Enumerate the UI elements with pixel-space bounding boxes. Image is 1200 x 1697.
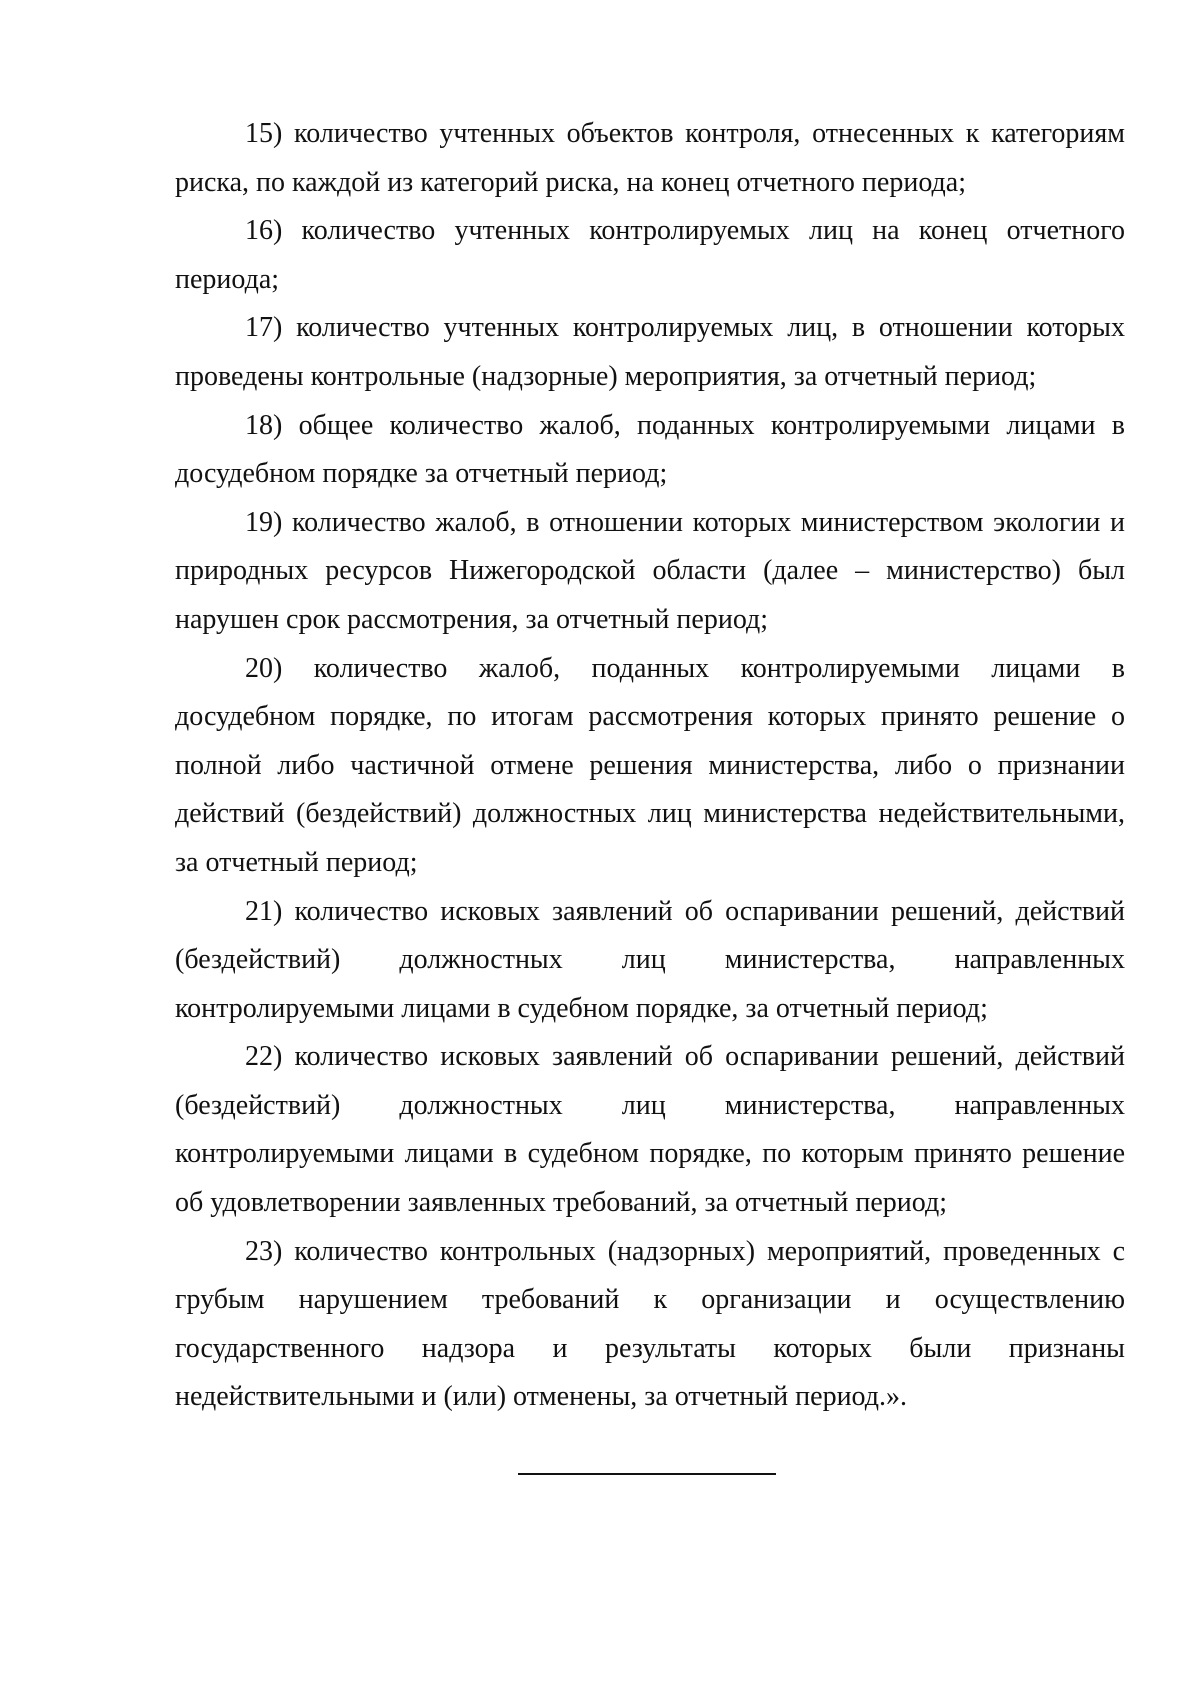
list-item: 15) количество учтенных объектов контроля, отнесенных к категориям риска, по каждой из категорий риска, на конец отчетного периода;: [175, 118, 1125, 198]
list-item: 17) количество учтенных контролируемых лиц, в отношении которых проведены контрольные (надзорные) мероприятия, за отчетный период;: [175, 312, 1125, 392]
list-item: 20) количество жалоб, поданных контролируемыми лицами в досудебном порядке, по итогам рассмотрения которых принято решение о полной либо частичной отмене решения министерства, либо о признании действий (бездействий) должностных лиц министерства недействительными, за отчетный период;: [175, 652, 1125, 878]
list-item: 18) общее количество жалоб, поданных контролируемыми лицами в досудебном порядке за отчетный период;: [175, 409, 1125, 490]
list-item: 16) количество учтенных контролируемых лиц на конец отчетного периода;: [175, 215, 1125, 295]
list-item: 23) количество контрольных (надзорных) мероприятий, проведенных с грубым нарушением требований к организации и осуществлению государственного надзора и результаты которых были признаны недействительными и (или) отменены, за отчетный период.».: [175, 1235, 1125, 1413]
document-body: [175, 110, 1125, 1422]
list-item: 19) количество жалоб, в отношении которых министерством экологии и природных ресурсов Нижегородской области (далее – министерство) был нарушен срок рассмотрения, за отчетный период;: [175, 506, 1125, 635]
list-item: 22) количество исковых заявлений об оспаривании решений, действий (бездействий) должностных лиц министерства, направленных контролируемыми лицами в судебном порядке, по которым принято решение об удовлетворении заявленных требований, за отчетный период;: [175, 1041, 1125, 1219]
end-divider-line: [518, 1473, 776, 1475]
list-item: 21) количество исковых заявлений об оспаривании решений, действий (бездействий) должностных лиц министерства, направленных контролируемыми лицами в судебном порядке, за отчетный период;: [175, 895, 1125, 1024]
